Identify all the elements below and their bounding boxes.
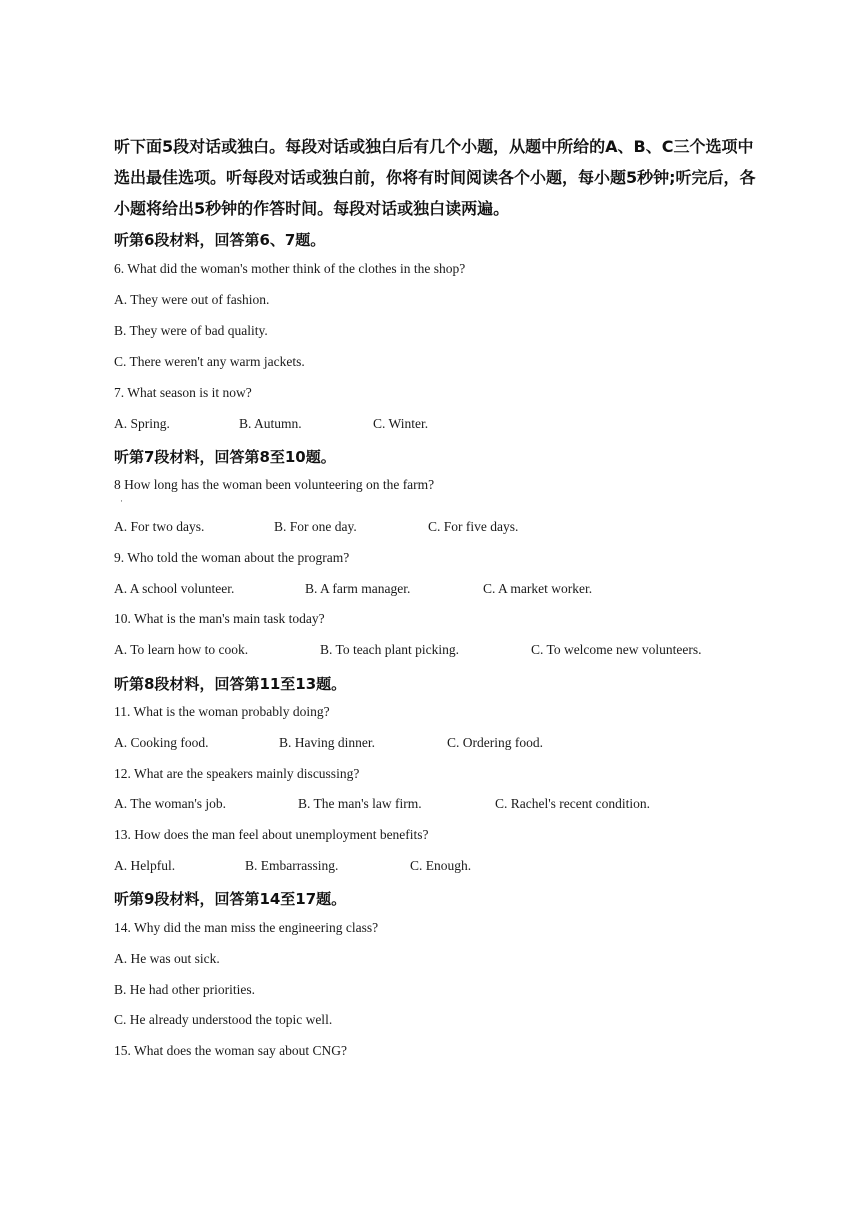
answer-option: A. Spring.	[114, 416, 170, 431]
question-stem: 15. What does the woman say about CNG?	[114, 1043, 347, 1058]
instructions-line: 听下面5段对话或独白。每段对话或独白后有几个小题，从题中所给的A、B、C三个选项中	[114, 137, 754, 156]
answer-options-row	[114, 416, 428, 432]
answer-option: C. Winter.	[373, 416, 429, 431]
answer-option: B. To teach plant picking.	[320, 642, 460, 657]
question-stem: 12. What are the speakers mainly discussing?	[114, 766, 360, 781]
answer-options-row	[114, 581, 592, 597]
answer-option: C. To welcome new volunteers.	[531, 642, 702, 657]
answer-option: C. A market worker.	[483, 581, 593, 596]
section-heading: 听第8段材料，回答第11至13题。	[114, 675, 347, 693]
answer-option: A. They were out of fashion.	[114, 292, 270, 307]
answer-options-row	[114, 858, 471, 874]
answer-options-row	[114, 796, 650, 812]
answer-option: B. A farm manager.	[305, 581, 411, 596]
question-stem: 11. What is the woman probably doing?	[114, 704, 330, 719]
section-heading: 听第9段材料，回答第14至17题。	[114, 890, 347, 908]
answer-option: A. Helpful.	[114, 858, 176, 873]
answer-options-row	[114, 519, 518, 535]
instructions-line: 选出最佳选项。听每段对话或独白前，你将有时间阅读各个小题，每小题5秒钟;听完后，各	[114, 168, 756, 187]
answer-option: C. Ordering food.	[447, 735, 543, 750]
section-heading: 听第7段材料，回答第8至10题。	[114, 448, 336, 466]
answer-option: C. Enough.	[410, 858, 472, 873]
section-heading: 听第6段材料，回答第6、7题。	[114, 231, 326, 249]
answer-option: B. For one day.	[274, 519, 357, 534]
answer-options-row	[114, 642, 702, 658]
instructions-line: 小题将给出5秒钟的作答时间。每段对话或独白读两遍。	[114, 199, 510, 218]
answer-option: B. He had other priorities.	[114, 982, 255, 997]
question-stem: 13. How does the man feel about unemployment benefits?	[114, 827, 429, 842]
answer-option: C. For five days.	[428, 519, 519, 534]
answer-option: B. They were of bad quality.	[114, 323, 268, 338]
answer-option: A. For two days.	[114, 519, 205, 534]
answer-option: C. There weren't any warm jackets.	[114, 354, 305, 369]
answer-option: B. Embarrassing.	[245, 858, 339, 873]
answer-option: A. He was out sick.	[114, 951, 220, 966]
instructions-paragraph	[114, 131, 764, 224]
answer-option: B. Autumn.	[239, 416, 302, 431]
answer-option: C. He already understood the topic well.	[114, 1012, 333, 1027]
answer-option: A. A school volunteer.	[114, 581, 235, 596]
question-stem: 10. What is the man's main task today?	[114, 611, 325, 626]
question-stem: 7. What season is it now?	[114, 385, 252, 400]
answer-option: A. Cooking food.	[114, 735, 209, 750]
answer-option: A. To learn how to cook.	[114, 642, 249, 657]
stray-mark: ·	[120, 496, 123, 506]
question-stem: 6. What did the woman's mother think of the clothes in the shop?	[114, 261, 466, 276]
answer-options-row	[114, 735, 543, 751]
answer-option: A. The woman's job.	[114, 796, 227, 811]
question-stem: 8 How long has the woman been volunteering on the farm?	[114, 477, 435, 492]
answer-option: B. Having dinner.	[279, 735, 375, 750]
question-stem: 9. Who told the woman about the program?	[114, 550, 350, 565]
answer-option: B. The man's law firm.	[298, 796, 422, 811]
question-stem: 14. Why did the man miss the engineering class?	[114, 920, 379, 935]
answer-option: C. Rachel's recent condition.	[495, 796, 651, 811]
